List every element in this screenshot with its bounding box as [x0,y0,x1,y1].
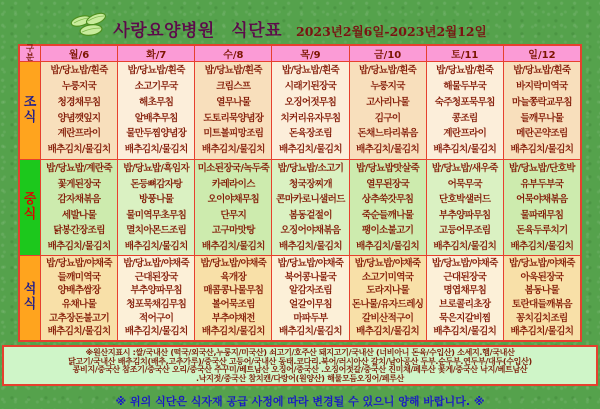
menu-cell-breakfast-0 [40,62,117,159]
day-header-3: 목/9 [271,46,348,61]
menu-item: 닭봉간장조림 [53,225,105,236]
menu-item: 배추김치/물김치 [433,326,497,338]
menu-item: 밥/당뇨밥맛살죽 [356,163,420,174]
menu-cell-dinner-2 [194,256,271,340]
day-header-4: 금/10 [349,46,426,61]
menu-item: 볼어묵조림 [211,299,255,311]
origin-line-3: .낙지젓/중국산 참치캔/다랑어(원양산) 해물모듬오징어/페루산 [196,373,404,383]
menu-item: 물파래무침 [520,209,564,221]
menu-cell-lunch-2 [194,160,271,255]
origin-line-2: 콩비지/중국산 참조기/중국산 오리/중국산 주꾸미/베트남산 오징어/중국산 .오징어젓갈/중국산 진미채/페루산 꽃게/중국산 낙지/베트남산 [72,365,528,375]
menu-item: 메란곤약조림 [516,128,568,140]
menu-item: 밥/당뇨밥/흰죽 [359,65,417,77]
menu-item: 배추김치/물김치 [510,144,574,156]
change-notice: ※ 위의 식단은 식자재 공급 사정에 따라 변경될 수 있으니 양해 바랍니다. ※ [115,395,485,409]
menu-item: 봄동나물 [524,285,560,297]
menu-item: 콘마카로니샐러드 [276,194,345,205]
menu-item: 돈나물/유자드레싱 [351,299,424,311]
menu-item: 해물두부국 [443,80,487,92]
meal-label-dinner: 석식 [20,256,40,340]
menu-item: 근대된장국 [134,271,178,283]
menu-item: 배추김치/물김치 [201,326,265,338]
menu-item: 돈채느타리볶음 [357,128,418,140]
menu-item: 북어콩나물국 [284,271,337,283]
menu-cell-breakfast-1 [117,62,194,159]
menu-item: 알배추무침 [134,112,178,124]
menu-item: 세발나물 [61,209,97,221]
menu-item: 카레라이스 [211,178,255,190]
menu-item: 매콤콩나물무침 [203,285,264,297]
menu-item: 청경채무침 [57,96,101,108]
menu-item: 크림스프 [216,80,251,92]
menu-item: 누룽지국 [61,80,97,92]
menu-item: 유부두부국 [520,178,564,190]
menu-item: 어묵무국 [447,178,482,190]
menu-item: 들깨미역국 [57,271,101,283]
day-header-6: 일/12 [503,46,580,61]
day-header-0: 월/6 [40,46,117,61]
menu-item: 밥/당뇨밥/흰죽 [127,65,185,77]
menu-item: 갈비산적구이 [361,312,414,324]
menu-item: 배추김치/물김치 [510,240,574,252]
menu-item: 부추양파무침 [130,285,182,297]
menu-item: 브로콜리초장 [439,299,491,311]
menu-item: 부추야채전 [211,312,255,324]
menu-cell-breakfast-4 [349,62,426,159]
menu-item: 오징어야채볶음 [280,225,341,236]
date-range: 2023년2월6일-2023년2월12일 [296,24,487,39]
menu-item: 미소된장국/녹두죽 [197,163,270,174]
menu-item: 돈등뼈감자탕 [130,178,182,190]
menu-item: 봄동겉절이 [289,209,332,221]
menu-item: 밥/당뇨밥/야채죽 [509,258,575,270]
menu-item: 고추장돈불고기 [49,312,110,324]
menu-item: 죽순들깨나물 [361,209,414,221]
corner-label: 구분 [25,44,35,63]
menu-item: 단무지 [220,209,247,221]
menu-item: 배추김치/물김치 [356,144,420,156]
menu-item: 소고기무국 [134,80,178,92]
menu-item: 명엽채무침 [443,285,487,297]
menu-item: 아욱된장국 [520,271,564,283]
meal-row-lunch [20,159,580,255]
menu-item: 돈육두루치기 [516,225,568,236]
menu-item: 밥/당뇨밥/소고기 [277,163,344,174]
menu-item: 미트볼피망조림 [203,128,264,140]
menu-item: 오이야채무침 [207,194,260,205]
day-header-5: 토/11 [426,46,503,61]
menu-item: 배추김치/물김치 [279,144,342,156]
meal-row-dinner [20,255,580,340]
menu-item: 도토리묵양념장 [203,112,264,124]
meal-label-breakfast: 조식 [20,62,40,159]
menu-cell-dinner-5 [426,256,503,340]
menu-item: 바지락미역국 [516,80,568,92]
menu-item: 고등어무조림 [439,225,491,236]
menu-item: 배추김치/물김치 [47,326,111,338]
day-header-2: 수/8 [194,46,271,61]
menu-table [18,44,582,342]
menu-cell-breakfast-6 [503,62,580,159]
menu-item: 김구이 [374,112,401,124]
menu-item: 팽이소불고기 [361,225,414,236]
table-header-row [20,46,580,61]
menu-item: 육개장 [220,271,247,283]
menu-item: 밥/당뇨밥/단호박 [509,163,575,174]
menu-item: 방풍나물 [139,194,174,205]
origin-line-0: ※원산지표시 :쌀/국내산 (떡국/외국산,누룽지/미국산) 쇠고기/호주산 돼지고기/국내산 (너비아니 돈육/수입산) 소세지.햄/국내산 [85,348,515,357]
menu-item: 부추양파무침 [439,209,491,221]
origin-info-box [2,345,598,386]
menu-cell-breakfast-5 [426,62,503,159]
menu-item: 배추김치/물김치 [47,144,111,156]
menu-cell-lunch-0 [40,160,117,255]
menu-item: 숙주청포묵무침 [434,96,495,108]
menu-item: 유채나물 [61,299,97,311]
menu-item: 시래기된장국 [284,80,337,92]
menu-item: 밥/당뇨밥/야채죽 [354,258,421,270]
menu-item: 열무된장국 [366,178,410,190]
menu-item: 소고기미역국 [361,271,414,283]
menu-item: 도라지나물 [366,285,410,297]
menu-item: 고구마맛탕 [211,225,255,236]
menu-item: 알감자조림 [289,285,332,297]
menu-item: 밥/당뇨밥/야채죽 [46,258,112,270]
menu-item: 물미역무초무침 [126,209,187,221]
menu-cell-dinner-6 [503,256,580,340]
menu-item: 콩조림 [451,112,478,124]
day-header-1: 화/7 [117,46,194,61]
menu-item: 밥/당뇨밥/새우죽 [431,163,498,174]
menu-item: 해초무침 [139,96,174,108]
menu-item: 계란프라이 [443,128,487,140]
menu-item: 밥/당뇨밥/야채죽 [431,258,498,270]
menu-cell-dinner-3 [271,256,348,340]
menu-item: 배추김치/물김치 [201,144,265,156]
menu-cell-breakfast-2 [194,62,271,159]
menu-item: 배추김치/물김치 [279,240,342,252]
menu-item: 배추김치/물김치 [356,326,420,338]
menu-item: 배추김치/물김치 [47,240,111,252]
menu-cell-lunch-4 [349,160,426,255]
menu-item: 묵은지갈비찜 [439,312,491,324]
menu-item: 배추김치/물김치 [201,240,265,252]
menu-item: 밥/당뇨밥/흰죽 [50,65,108,77]
menu-item: 청포묵채김무침 [126,299,187,311]
origin-line-1: 닭고기/국내산 배추김치(배추,고추가루)/중국산 고등어/국내산 동태.코다리.북어/러시아산 갈치/남아공산 두부.순두부.연두부/대두(수입산) [68,356,532,366]
menu-item: 밥/당뇨밥/흑임자 [123,163,190,174]
menu-cell-dinner-0 [40,256,117,340]
menu-item: 배추김치/물김치 [433,240,497,252]
title-row [0,0,600,44]
menu-cell-dinner-1 [117,256,194,340]
menu-item: 열무나물 [216,96,251,108]
menu-item: 밥/당뇨밥/야채죽 [200,258,267,270]
menu-item: 꽃게된장국 [57,178,101,190]
menu-item: 밥/당뇨밥/흰죽 [513,65,571,77]
menu-item: 마파두부 [293,312,328,324]
menu-item: 근대된장국 [443,271,487,283]
menu-item: 밥/당뇨밥/흰죽 [436,65,494,77]
menu-item: 고사리나물 [366,96,410,108]
menu-item: 돈육장조림 [289,128,332,140]
menu-item: 배추김치/물김치 [124,144,188,156]
menu-item: 밥/당뇨밥/계란죽 [46,163,112,174]
menu-item: 밥/당뇨밥/흰죽 [281,65,340,77]
menu-item: 마늘쫑락교무침 [511,96,572,108]
menu-item: 상추쑥갓무침 [361,194,414,205]
menu-item: 들깨무나물 [520,112,564,124]
menu-item: 치커리유자무침 [280,112,341,124]
menu-item: 배추김치/물김치 [279,326,342,338]
menu-item: 단호박샐러드 [439,194,491,205]
menu-item: 배추김치/물김치 [124,240,188,252]
menu-item: 토란대들깨볶음 [511,299,572,311]
menu-item: 오징어젓무침 [284,96,337,108]
menu-item: 어묵야채볶음 [516,194,568,205]
menu-item: 배추김치/물김치 [510,326,574,338]
menu-item: 배추김치/물김치 [124,326,188,338]
vegetables-icon [68,10,114,40]
meal-label-lunch: 중식 [20,160,40,255]
menu-item: 적어구이 [139,312,174,324]
menu-item: 양배추쌈장 [57,285,101,297]
menu-item: 물만두찜양념장 [126,128,187,140]
menu-cell-lunch-5 [426,160,503,255]
menu-item: 멸치아몬드조림 [126,225,187,236]
menu-item: 감자채볶음 [57,194,101,205]
menu-item: 밥/당뇨밥/흰죽 [204,65,262,77]
menu-cell-lunch-1 [117,160,194,255]
menu-cell-breakfast-3 [271,62,348,159]
menu-item: 밥/당뇨밥/야채죽 [123,258,190,270]
menu-item: 꽁치김치조림 [516,312,568,324]
menu-item: 배추김치/물김치 [433,144,497,156]
page-title: 사랑요양병원 식단표 [113,21,282,41]
menu-item: 양념깻잎지 [57,112,101,124]
menu-item: 밥/당뇨밥/야채죽 [277,258,344,270]
meal-row-breakfast [20,61,580,159]
menu-item: 누룽지국 [370,80,405,92]
menu-cell-lunch-3 [271,160,348,255]
menu-item: 얼갈이무침 [289,299,332,311]
menu-cell-dinner-4 [349,256,426,340]
menu-item: 청국장찌개 [289,178,332,190]
menu-item: 계란프라이 [57,128,101,140]
menu-item: 배추김치/물김치 [356,240,420,252]
menu-cell-lunch-6 [503,160,580,255]
